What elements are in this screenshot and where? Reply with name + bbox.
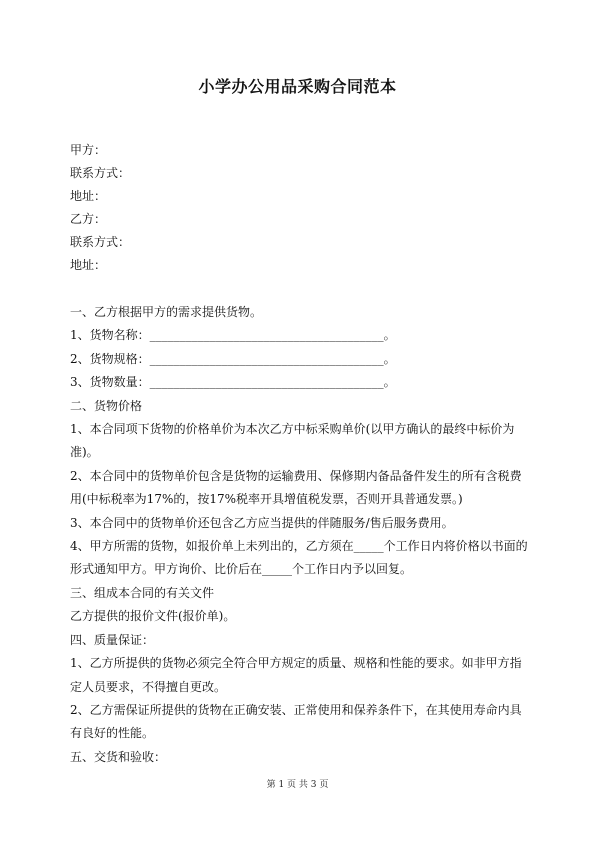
party-a-address-label: 地址：	[70, 189, 107, 203]
quality-clause-1-line-1: 1、乙方所提供的货物必须完全符合甲方规定的质量、规格和性能的要求。如非甲方指	[70, 656, 522, 671]
document-title: 小学办公用品采购合同范本	[198, 77, 397, 96]
documents-clause: 乙方提供的报价文件(报价单)。	[70, 609, 236, 624]
price-clause-1-line-1: 1、本合同项下货物的价格单价为本次乙方中标采购单价(以甲方确认的最终中标价为	[70, 422, 515, 437]
goods-name-line: 1、货物名称：_______________________________________。	[70, 328, 396, 343]
page-number-footer: 第 1 页 共 3 页	[266, 780, 329, 790]
contract-body	[70, 301, 530, 769]
section-heading-3: 三、组成本合同的有关文件	[70, 585, 215, 600]
party-a-contact-label: 联系方式：	[70, 166, 131, 180]
price-clause-4-line-1: 4、甲方所需的货物，如报价单上未列出的，乙方须在_____个工作日内将价格以书面的	[70, 539, 528, 554]
price-clause-2-line-2: 用(中标税率为17%的，按17%税率开具增值税发票，否则开具普通发票。)	[70, 492, 463, 507]
section-heading-2: 二、货物价格	[70, 398, 143, 413]
price-clause-1-line-2: 准)。	[70, 445, 99, 460]
goods-quantity-line: 3、货物数量：_______________________________________。	[70, 375, 396, 390]
section-heading-5: 五、交货和验收：	[70, 749, 167, 764]
goods-spec-line: 2、货物规格：_______________________________________。	[70, 351, 396, 366]
party-b-address-label: 地址：	[70, 258, 107, 272]
party-info-block	[70, 139, 530, 277]
price-clause-2-line-1: 2、本合同中的货物单价包含是货物的运输费用、保修期内备品备件发生的所有含税费	[70, 468, 522, 483]
party-b-label: 乙方：	[70, 212, 107, 226]
price-clause-4-line-2: 形式通知甲方。甲方询价、比价后在_____个工作日内予以回复。	[70, 562, 413, 577]
section-heading-4: 四、质量保证：	[70, 632, 155, 647]
quality-clause-2-line-1: 2、乙方需保证所提供的货物在正确安装、正常使用和保养条件下，在其使用寿命内具	[70, 702, 522, 717]
price-clause-3: 3、本合同中的货物单价还包含乙方应当提供的伴随服务/售后服务费用。	[70, 515, 454, 530]
quality-clause-2-line-2: 有良好的性能。	[70, 726, 155, 741]
party-a-label: 甲方：	[70, 143, 107, 157]
section-heading-1: 一、乙方根据甲方的需求提供货物。	[70, 305, 263, 319]
quality-clause-1-line-2: 定人员要求，不得擅自更改。	[70, 679, 227, 694]
party-b-contact-label: 联系方式：	[70, 235, 131, 249]
